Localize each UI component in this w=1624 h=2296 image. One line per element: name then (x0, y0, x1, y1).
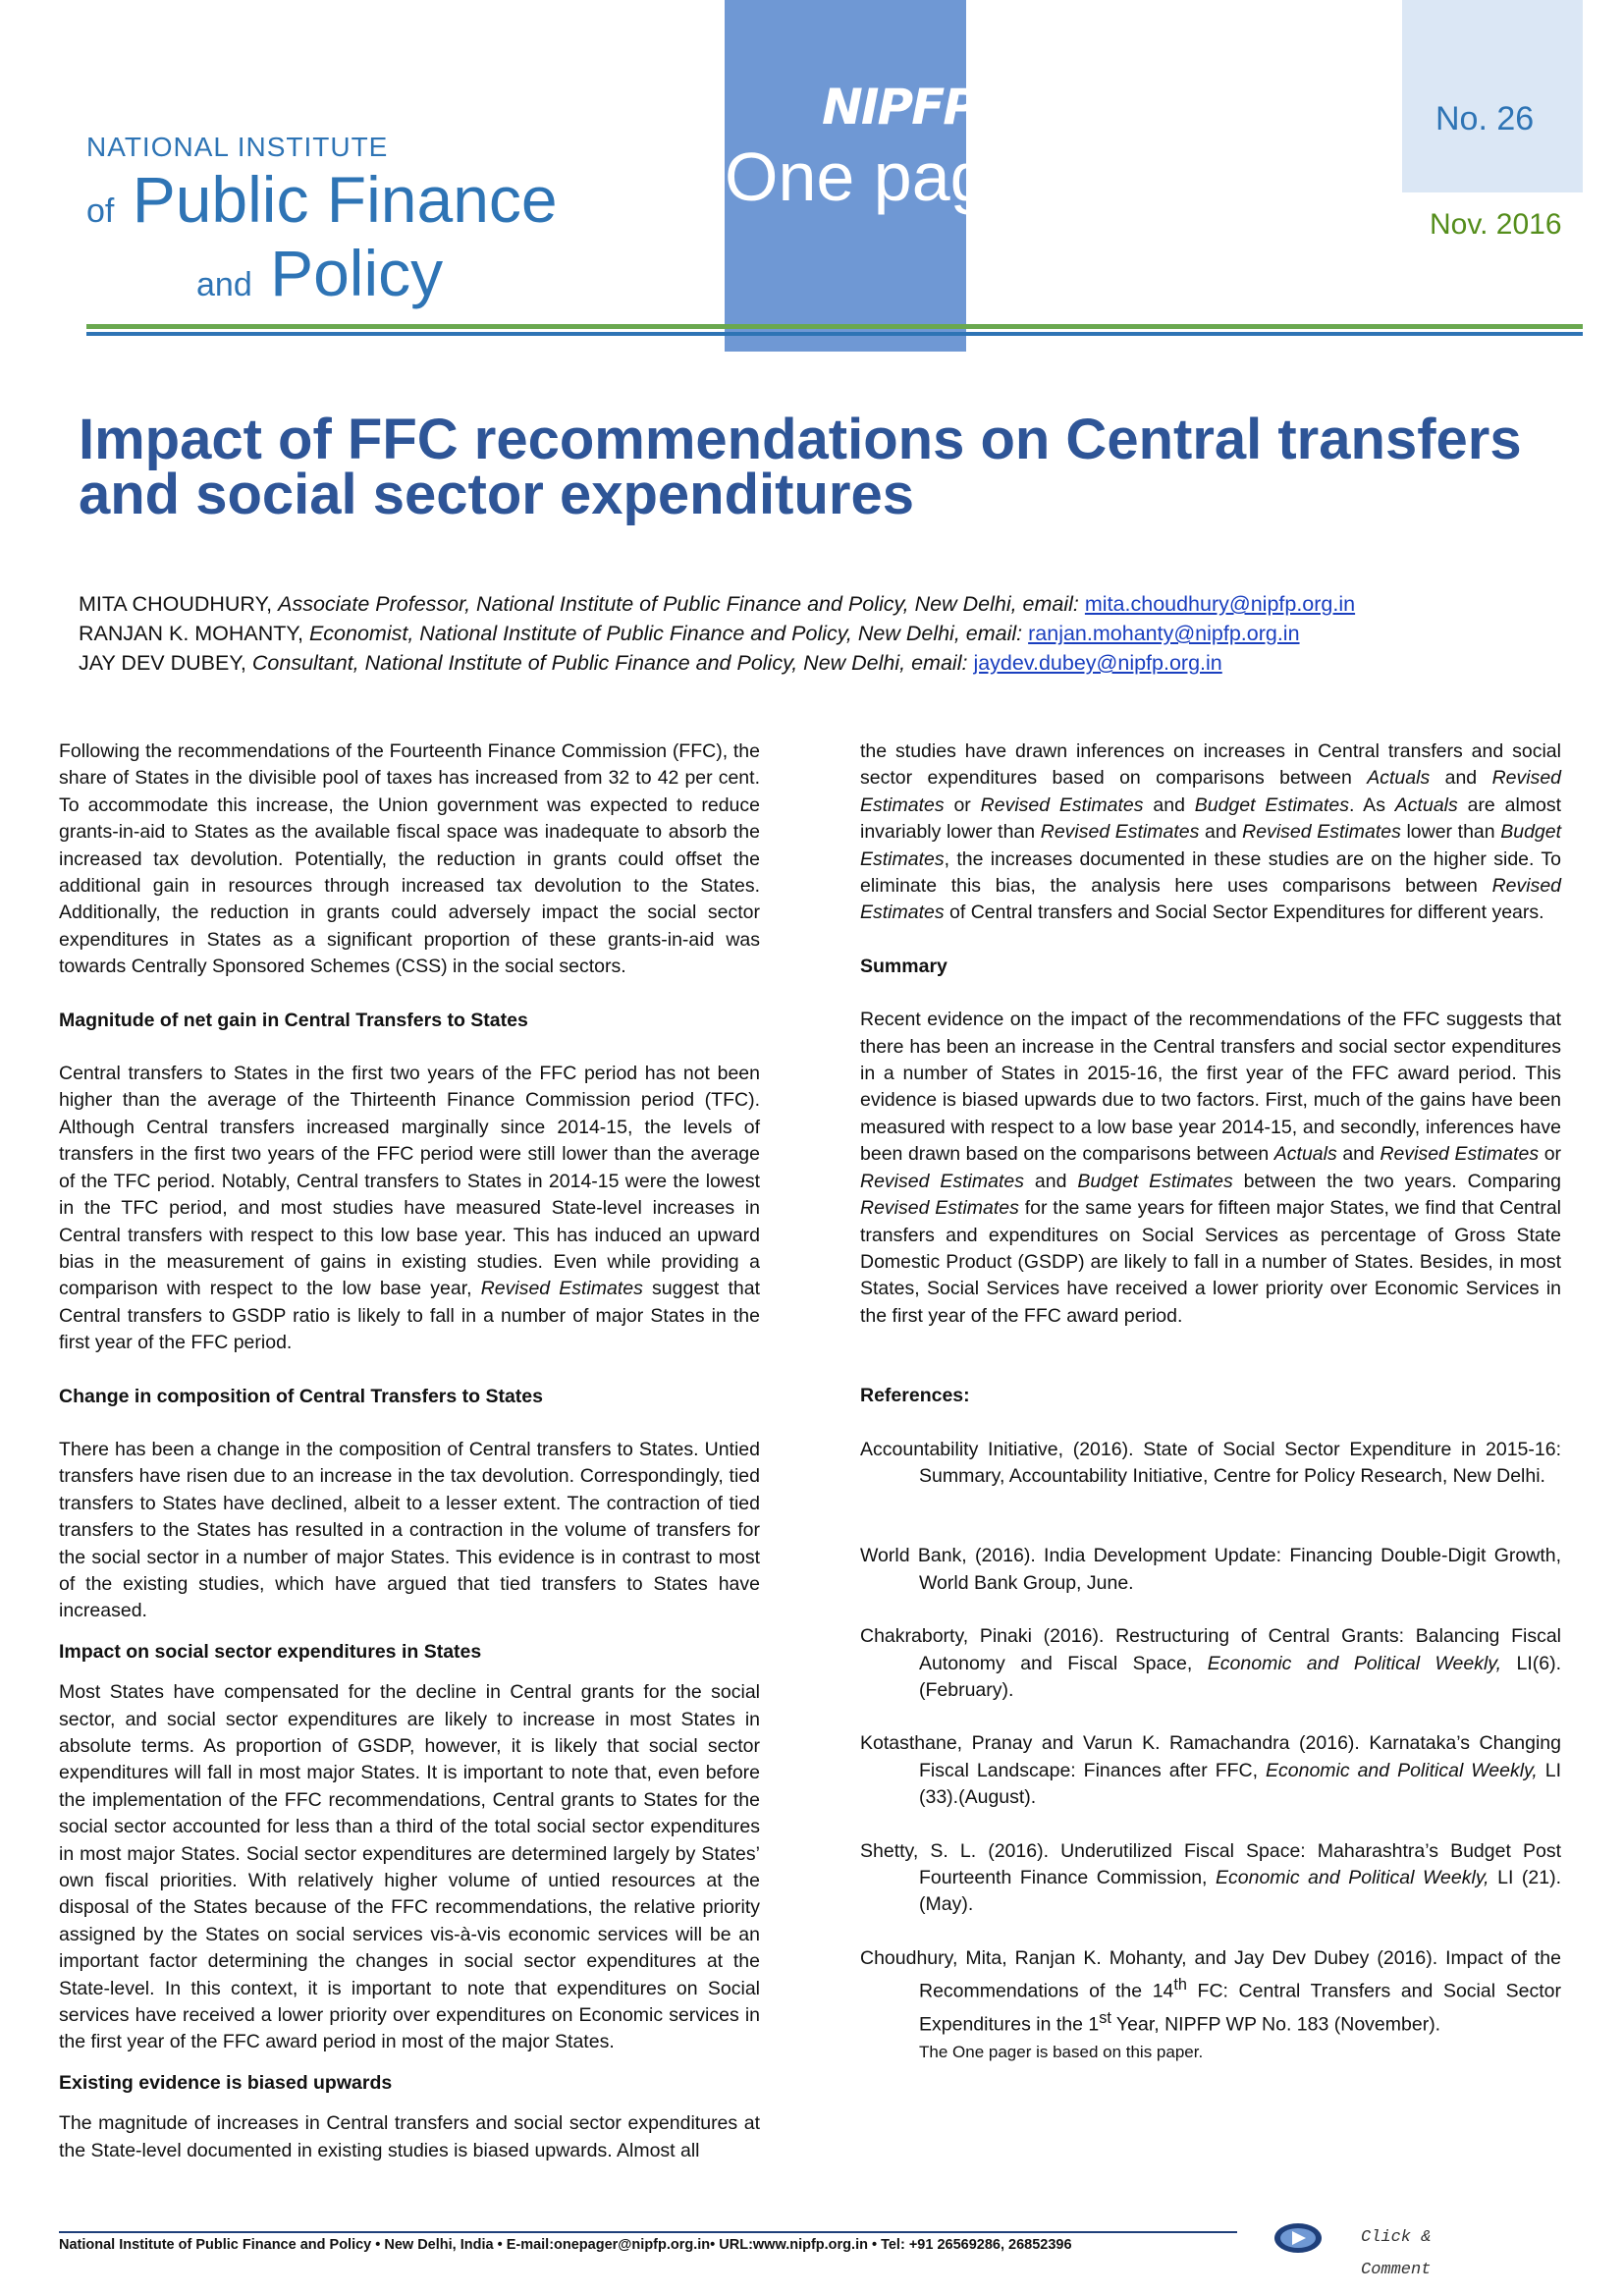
reference-item (860, 1623, 1561, 1704)
text-run-italic: Economic and Political Weekly, (1207, 1652, 1502, 1674)
author-line (79, 589, 1551, 619)
text-run: Accountability Initiative, (2016). State of Social Sector Expenditure in (860, 1438, 1477, 1460)
section-heading-composition: Change in composition of Central Transfers to States (59, 1385, 543, 1407)
net-gain-paragraph (59, 1061, 760, 1356)
text-run: and (1444, 767, 1478, 790)
text-run: and (1342, 1143, 1375, 1166)
text-run: Shetty, S. L. (2016). Underutilized Fiscal Space: Maharashtra’s Budget Post Fourteenth Finance Commission, (860, 1839, 1561, 1888)
text-run: Summary, Accountability Initiative, Centre for Policy Research, New Delhi. (919, 1464, 1545, 1487)
text-run-italic: Budget Estimates (1194, 793, 1350, 816)
composition-paragraph: There has been a change in the composition of Central transfers to States. Untied transfers have risen due to an increase in the tax devolution. Correspondingly, tied transfers to States have declined, albeit to a lesser extent. The contraction of tied transfers to the States has resulted in a contraction in the volume of transfers for the social sector in a number of major States. This evidence is in contrast to most of the existing studies, which have argued that tied transfers to States have increased. (59, 1438, 760, 1622)
text-run: and (1205, 821, 1237, 844)
reference-item (860, 1838, 1561, 1919)
text-run-italic: Revised Estimates (1242, 821, 1401, 844)
bias-continued-paragraph (860, 738, 1561, 927)
text-run: 2015-16: (1486, 1438, 1561, 1460)
org-and: and (196, 266, 252, 303)
org-name-line1: NATIONAL INSTITUTE (86, 132, 389, 162)
text-run: Choudhury, Mita, Ranjan K. Mohanty, and Jay Dev Dubey (2016). Impact of the Recommendations of the 14 (860, 1946, 1561, 2002)
text-run-italic: Revised Estimates (860, 875, 1562, 924)
text-run-italic: Revised Estimates (1040, 821, 1200, 844)
text-run-italic: Actuals (1273, 1143, 1337, 1166)
based-on-note: The One pager is based on this paper. (919, 2043, 1204, 2062)
section-heading-bias: Existing evidence is biased upwards (59, 2071, 393, 2094)
text-run-italic: Economic and Political Weekly, (1266, 1759, 1538, 1781)
author-line (79, 619, 1551, 648)
bias-paragraph: The magnitude of increases in Central transfers and social sector expenditures at the State-level documented in existing studies is biased upwards. Almost all (59, 2112, 760, 2161)
text-run-italic: Budget Estimates (860, 821, 1562, 870)
text-run: Chakraborty, Pinaki (2016). Restructuring of Central Grants: Balancing Fiscal Autonomy and Fiscal Space, (860, 1625, 1561, 1674)
text-run-italic: Revised Estimates (1380, 1143, 1540, 1166)
text-run: Year, NIPFP WP No. 183 (November). (1110, 2013, 1441, 2036)
org-policy: Policy (270, 237, 444, 309)
text-run: LI(6). (February). (919, 1652, 1561, 1701)
text-run: the studies have drawn inferences on increases in Central transfers and social sector expenditures based on comparisons between (860, 740, 1561, 790)
social-sector-paragraph: Most States have compensated for the decline in Central grants for the social sector, and social sector expenditures are likely to increase in most States in absolute terms. As proportion of GSDP, however, it is likely that social sector expenditures will fall in most major States. It is important to note that, even before the implementation of the FFC recommendations, Central grants to States for the social sector accounted for less than a third of the total social sector expenditures in most major States. Social sector expenditures are determined largely by States’ own fiscal priorities. With relatively higher volume of untied resources at the disposal of the States because of the FFC recommendations, the relative priority assigned by the States on social services vis-à-vis economic services will be an important factor determining the changes in social sector expenditures at the State-level. In this context, it is important to note that expenditures on Social services have received a lower priority over expenditures on Economic services in the first year of the FFC award period in most of the major States. (59, 1681, 760, 2053)
superscript: st (1099, 2009, 1111, 2028)
text-run: or (953, 793, 971, 816)
reference-item (860, 1945, 1561, 2039)
text-run: . As (1349, 793, 1385, 816)
footer-contact: National Institute of Public Finance and Policy • New Delhi, India • E-mail:onepager@nipfp.org.in• URL:www.nipfp.org.in • Tel: +91 26569286, 26852396 (59, 2237, 1072, 2253)
author-email-link[interactable]: mita.choudhury@nipfp.org.in (1084, 592, 1356, 616)
text-run: Kotasthane, Pranay and Varun K. Ramachandra (2016). Karnataka’s Changing Fiscal Landscape: Finances after FFC, (860, 1732, 1561, 1781)
author-affiliation: Consultant, National Institute of Public Finance and Policy, New Delhi, email: (251, 651, 968, 675)
text-run: and (1153, 793, 1185, 816)
text-run: Central transfers to States in the first two years of the FFC period has not been higher than the average of the Thirteenth Finance Commission period (TFC). Although Central transfers increased marginally since 2014-15, the levels of transfers in the first two years of the FFC period were still lower than the average of the TFC period. Notably, Central transfers to States in 2014-15 were the lowest in the TFC period, and most studies have measured State-level increases in Central transfers with respect to this low base year. This has induced an upward bias in the measurement of gains in existing studies. Even while providing a comparison with respect to the low base year, (59, 1063, 760, 1300)
text-run: of Central transfers and Social Sector Expenditures for different years. (949, 902, 1544, 924)
footer-rule (59, 2231, 1237, 2233)
text-run: between the two years. Comparing (1243, 1170, 1561, 1192)
text-run-italic: Revised Estimates (860, 1197, 1019, 1220)
click-comment-link[interactable] (1361, 2221, 1431, 2286)
reference-item (860, 1730, 1561, 1811)
author-name: MITA CHOUDHURY, (79, 592, 273, 616)
author-name: RANJAN K. MOHANTY, (79, 622, 303, 645)
header-rule-green (86, 324, 1583, 329)
text-run-italic: Revised Estimates (980, 793, 1144, 816)
header-rule-blue (86, 332, 1583, 336)
author-email-link[interactable]: jaydev.dubey@nipfp.org.in (973, 651, 1222, 675)
issue-date: Nov. 2016 (1430, 208, 1562, 241)
text-run: FC: Central Transfers and Social Sector Expenditures in the 1 (919, 1980, 1561, 2036)
page-title: Impact of FFC recommendations on Central transfers and social sector expenditures (79, 408, 1522, 526)
left-column (59, 738, 760, 2164)
author-email-link[interactable]: ranjan.mohanty@nipfp.org.in (1028, 622, 1300, 645)
text-run: Recent evidence on the impact of the recommendations of the FFC suggests that there has been an increase in the Central transfers and social sector expenditures in a number of States in 2015-16, the first year of the FFC award period. This evidence is biased upwards due to two factors. First, much of the gains have been measured with respect to a low base year 2014-15, and secondly, inferences have been drawn based on the comparisons between (860, 1009, 1561, 1166)
text-run: LI (33).(August). (919, 1759, 1562, 1809)
author-name: JAY DEV DUBEY, (79, 651, 246, 675)
org-public-finance: Public Finance (132, 163, 558, 236)
text-run: and (1034, 1170, 1067, 1192)
nipfp-logo: NIPFP (822, 79, 977, 136)
authors-block (79, 589, 1551, 678)
org-of: of (86, 192, 115, 230)
superscript: th (1173, 1976, 1187, 1995)
issue-number: No. 26 (1435, 100, 1535, 137)
right-column (860, 738, 1561, 2065)
comment-arrow-icon[interactable] (1272, 2221, 1324, 2255)
section-heading-net-gain: Magnitude of net gain in Central Transfers to States (59, 1009, 528, 1031)
text-run: are almost invariably lower than (860, 793, 1562, 844)
text-run: LI (21).(May). (919, 1867, 1561, 1916)
text-run: for the same years for fifteen major States, we find that Central transfers and expenditures on Social Services as percentage of Gross State Domestic Product (GSDP) are likely to fall in a number of States. Besides, in most States, Social Services have received a lower priority over Economic Services in the first year of the FFC award period. (860, 1197, 1561, 1327)
text-run-italic: Actuals (1367, 767, 1431, 790)
text-run: suggest that Central transfers to GSDP ratio is likely to fall in a number of major States in the first year of the FFC period. (59, 1278, 760, 1354)
text-run-italic: Economic and Political Weekly, (1216, 1867, 1489, 1888)
section-heading-summary: Summary (860, 955, 947, 977)
org-name-line3 (196, 237, 444, 309)
text-run: lower than (1406, 821, 1495, 844)
text-run-italic: Budget Estimates (1077, 1170, 1233, 1192)
org-name-line2 (86, 163, 558, 236)
intro-paragraph: Following the recommendations of the Fourteenth Finance Commission (FFC), the share of States in the divisible pool of taxes has increased from 32 to 42 per cent. To accommodate this increase, the Union government was expected to reduce grants-in-aid to States as the available fiscal space was inadequate to absorb the increased tax devolution. Potentially, the reduction in grants could offset the additional gain in resources through increased tax devolution to the States. Additionally, the reduction in grants could adversely impact the social sector expenditures in States as a significant proportion of these grants-in-aid was towards Centrally Sponsored Schemes (CSS) in the social sectors. (59, 740, 760, 978)
author-line (79, 648, 1551, 678)
author-affiliation: Economist, National Institute of Public Finance and Policy, New Delhi, email: (308, 622, 1023, 645)
issue-box (1402, 0, 1583, 192)
reference-item: World Bank, (2016). India Development Update: Financing Double-Digit Growth, World Bank Group, June. (860, 1545, 1561, 1594)
click-label[interactable]: Click & (1361, 2228, 1432, 2247)
section-heading-social-sector: Impact on social sector expenditures in States (59, 1640, 482, 1663)
author-affiliation: Associate Professor, National Institute of Public Finance and Policy, New Delhi, email: (278, 592, 1079, 616)
text-run: or (1543, 1143, 1562, 1166)
summary-paragraph (860, 1007, 1561, 1330)
text-run-italic: Revised Estimates (860, 767, 1562, 816)
text-run: , the increases documented in these studies are on the higher side. To eliminate this bias, the analysis here uses comparisons between (860, 847, 1561, 898)
text-run-italic: Revised Estimates (480, 1278, 643, 1300)
comment-label[interactable]: Comment (1361, 2261, 1432, 2279)
text-run-italic: Revised Estimates (860, 1170, 1024, 1192)
section-heading-references: References: (860, 1385, 970, 1407)
series-title: One pager (725, 138, 1050, 215)
reference-item (860, 1437, 1561, 1491)
text-run-italic: Actuals (1394, 793, 1458, 816)
